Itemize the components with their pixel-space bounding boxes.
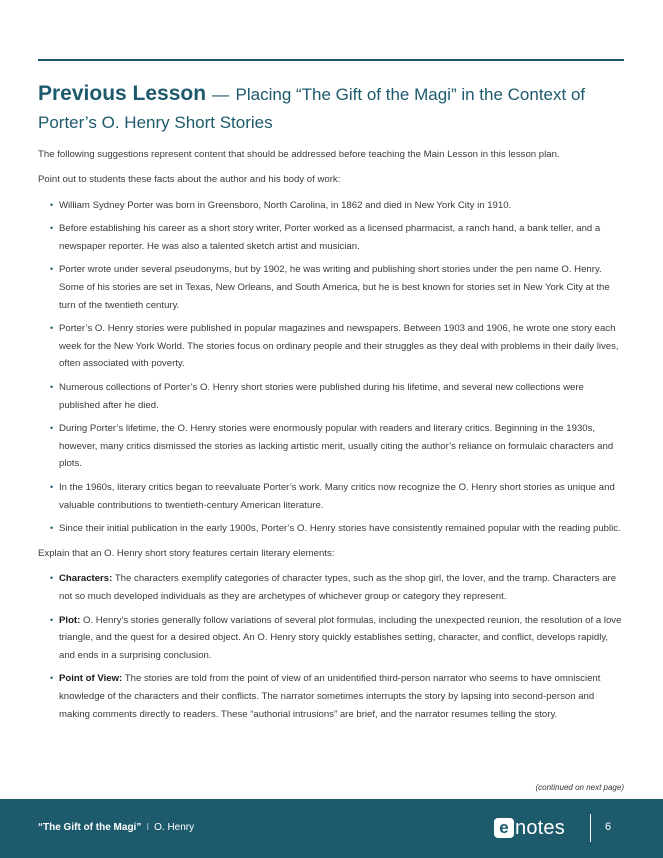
- bullet-icon: •: [50, 322, 54, 333]
- footer-book-info: [38, 822, 194, 833]
- bullet-icon: •: [50, 381, 54, 392]
- list-item: • During Porter’s lifetime, the O. Henry stories were enormously popular with readers and literary critics. Beginning in the 1930s, however, many critics dismissed the stories as lacking artistic merit, usually citing the author’s reliance on formulaic characters and plots.: [38, 420, 626, 473]
- top-rule: [38, 59, 624, 61]
- footer-separator: I: [146, 822, 150, 833]
- bullet-icon: •: [50, 222, 54, 233]
- bullet-icon: •: [50, 481, 54, 492]
- page-title: [38, 80, 628, 137]
- footer-author: O. Henry: [154, 822, 195, 833]
- list-item: • Point of View: The stories are told from the point of view of an unidentified third-person narrator who seems to have omniscient knowledge of the characters and their conflicts. The narrator sometimes interrupts the story by lapsing into second-person and making comments directly to readers. These “authorial intrusions” are brief, and the narrator resumes telling the story.: [38, 670, 626, 723]
- enotes-logo: [494, 817, 565, 839]
- bullet-icon: •: [50, 673, 54, 684]
- title-subtitle: Placing “The Gift of the Magi” in the Context of Porter’s O. Henry Short Stories: [38, 85, 586, 132]
- list-item: • William Sydney Porter was born in Greensboro, North Carolina, in 1862 and died in New York City in 1910.: [38, 197, 626, 215]
- list-item: • Numerous collections of Porter’s O. Henry short stories were published during his lifetime, and several new collections were published after he died.: [38, 379, 626, 415]
- list-item: • Since their initial publication in the early 1900s, Porter’s O. Henry stories have consistently remained popular with the reading public.: [38, 520, 626, 538]
- element-term: Plot:: [59, 614, 81, 626]
- list-item: • Porter wrote under several pseudonyms, but by 1902, he was writing and publishing short stories under the pen name O. Henry. Some of his stories are set in Texas, New Orleans, and South America, but he is best known for stories set in New York City at the turn of the twentieth century.: [38, 261, 626, 314]
- title-bold: Previous Lesson: [38, 82, 207, 105]
- footer: [0, 799, 663, 858]
- list-item: • In the 1960s, literary critics began to reevaluate Porter’s work. Many critics now recognize the O. Henry short stories as unique and valuable contributions to twentieth-century American literature.: [38, 479, 626, 515]
- element-term: Point of View:: [59, 673, 123, 685]
- bullet-icon: •: [50, 614, 54, 625]
- elements-list: [38, 570, 626, 723]
- intro-paragraph: The following suggestions represent content that should be addressed before teaching the Main Lesson in this lesson plan.: [38, 149, 560, 160]
- facts-list: [38, 197, 626, 538]
- lesson-content: [38, 146, 626, 731]
- title-dash: —: [212, 85, 230, 104]
- bullet-icon: •: [50, 522, 54, 533]
- logo-wordmark: notes: [515, 816, 565, 839]
- bullet-icon: •: [50, 263, 54, 274]
- list-item: • Before establishing his career as a short story writer, Porter worked as a licensed pharmacist, a ranch hand, a bank teller, and a newspaper reporter. He was also a talented sketch artist and musician.: [38, 220, 626, 256]
- element-term: Characters:: [59, 573, 113, 585]
- footer-title: “The Gift of the Magi”: [38, 822, 142, 833]
- logo-e-icon: e: [494, 818, 514, 838]
- continued-note: (continued on next page): [535, 783, 624, 792]
- bullet-icon: •: [50, 573, 54, 584]
- bullet-icon: •: [50, 422, 54, 433]
- facts-intro: Point out to students these facts about the author and his body of work:: [38, 174, 341, 186]
- list-item: • Porter’s O. Henry stories were published in popular magazines and newspapers. Between 1903 and 1906, he wrote one story each week for the New York World. The stories focus on ordinary people and their struggles as they deal with problems in their daily lives, often associated with poverty.: [38, 320, 626, 373]
- list-item: • Plot: O. Henry’s stories generally follow variations of several plot formulas, including the unexpected reunion, the resolution of a love triangle, and the quest for a desired object. An O. Henry story quickly establishes setting, character, and conflict, develops rapidly, and ends in a surprising conclusion.: [38, 612, 626, 665]
- footer-divider: [590, 814, 591, 842]
- list-item: • Characters: The characters exemplify categories of character types, such as the shop girl, the lover, and the tramp. Characters are not so much developed individuals as they are archetypes of whichever group or category they represent.: [38, 570, 626, 606]
- elements-intro: Explain that an O. Henry short story features certain literary elements:: [38, 548, 335, 560]
- page-number: 6: [605, 821, 612, 833]
- bullet-icon: •: [50, 199, 54, 210]
